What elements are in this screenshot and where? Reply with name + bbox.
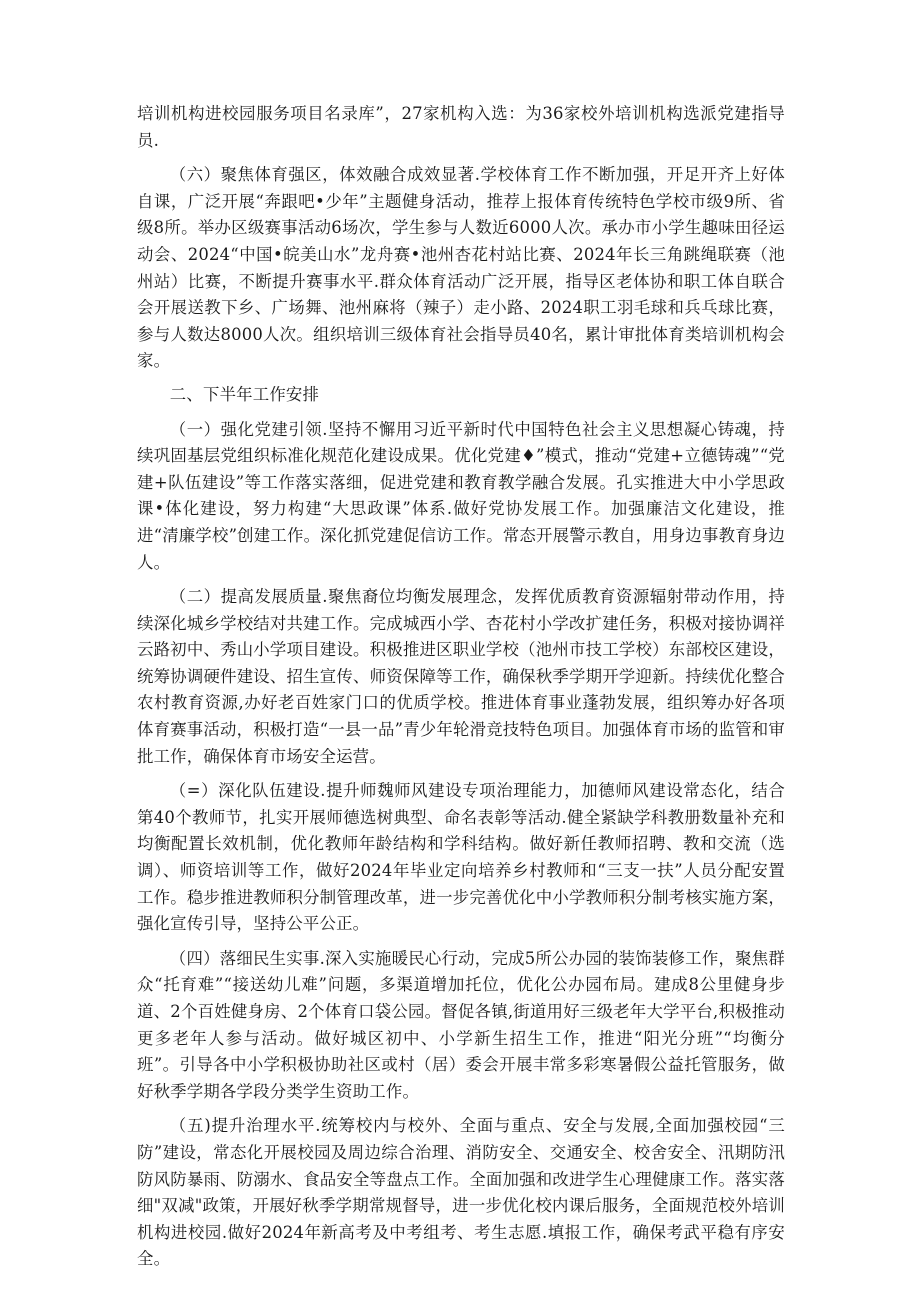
paragraph-livelihood: （四）落细民生实事.深入实施暖民心行动，完成5所公办园的装饰装修工作，聚焦群众“托育难”“接送幼儿难”问题，多渠道增加托位，优化公办园布局。建成8公里健身步道、2个百姓健身房、2个体育口袋公园。督促各镇,街道用好三级老年大学平台,积极推动更多老年人参与活动。做好城区初中、小学新生招生工作，推进“阳光分班”“均衡分班”。引导各中小学积极协助社区或村（居）委会开展丰常多彩寒暑假公益托管服务，做好秋季学期各学段分类学生资助工作。 (137, 948, 785, 1101)
section-heading-second-half-plan: 二、下半年工作安排 (169, 384, 320, 404)
paragraph-team-building: （=）深化队伍建设.提升师魏师风建设专项治理能力，加德师风建设常态化，结合第40个教师节，扎实开展师德选树典型、命名表彰等活动.健全紧缺学科教册数量补充和均衡配置长效机制，优化教师年龄结构和学科结构。做好新任教师招聘、教和交流（选调）、师资培训等工作，做好2024年毕业定向培养乡村教师和“三支一扶”人员分配安置工作。稳步推进教师积分制管理改革，进一步完善优化中小学教师积分制考核实施方案，强化宣传引导，坚持公平公正。 (137, 781, 785, 934)
paragraph-governance: （五)提升治理水平.统筹校内与校外、全面与重点、安全与发展,全面加强校园“三防”建设，常态化开展校园及周边综合治理、消防安全、交通安全、校舍安全、汛期防汛防风防暴雨、防溺水、食品安全等盘点工作。全面加强和改进学生心理健康工作。落实落细"双减"政策，开展好秋季学期常规督导，进一步优化校内课后服务，全面规范校外培训机构进校园.做好2024年新高考及中考组考、考生志愿.填报工作，确保考武平稳有序安全。 (137, 1116, 785, 1269)
paragraph-party-building: （一）强化党建引领.坚持不懈用习近平新时代中国特色社会主义思想凝心铸魂，持续巩固基层党组织标准化规范化建设成果。优化党建♦”模式，推动“党建+立德铸魂”“党建+队伍建设”等工作落实落细，促进党建和教育教学融合发展。孔实推进大中小学思政课•体化建设，努力构建“大思政课”体系.做好党协发展工作。加强廉洁文化建设，推进“清廉学校”创建工作。深化抓党建促信访工作。常态开展警示教自，用身边事教育身边人。 (137, 419, 785, 572)
document-body (137, 101, 785, 1273)
paragraph-development-quality: （二）提高发展质量.聚焦裔位均衡发展理念，发挥优质教育资源辐射带动作用，持续深化城乡学校结对共建工作。完成城西小学、杏花村小学改扩建任务，积极对接协调祥云路初中、秀山小学项目建设。积极推进区职业学校（池州市技工学校）东部校区建设，统筹协调硬件建设、招生宣传、师资保障等工作，确保秋季学期开学迎新。持续优化整合农村教育资源,办好老百姓家门口的优质学校。推进体育事业蓬勃发展，组织筹办好各项体育赛事活动，积极打造“一县一品”青少年轮滑竞技特色项目。加强体育市场的监管和审批工作，确保体育市场安全运营。 (137, 587, 785, 766)
paragraph-intro-continuation: 培训机构进校园服务项目名录库”，27家机构入选：为36家校外培训机构选派党建指导员. (137, 104, 785, 150)
paragraph-sports: （六）聚焦体育强区，体效融合成效显著.学校体育工作不断加强，开足开齐上好体自课，广泛开展“奔跟吧•少年”主题健身活动，推荐上报体育传统特色学校市级9所、省级8所。举办区级赛事活动6场次，学生参与人数近6000人次。承办市小学生趣味田径运动会、2024“中国•皖美山水”龙舟赛•池州杏花村站比赛、2024年长三角跳绳联赛（池州站）比赛，不断提升赛事水平.群众体育活动广泛开展，指导区老体协和职工体自联合会开展送教下乡、广场舞、池州麻将（辣子）走小路、2024职工羽毛球和兵乓球比赛，参与人数达8000人次。组织培训三级体育社会指导员40名，累计审批体育类培训机构会家。 (137, 165, 785, 371)
